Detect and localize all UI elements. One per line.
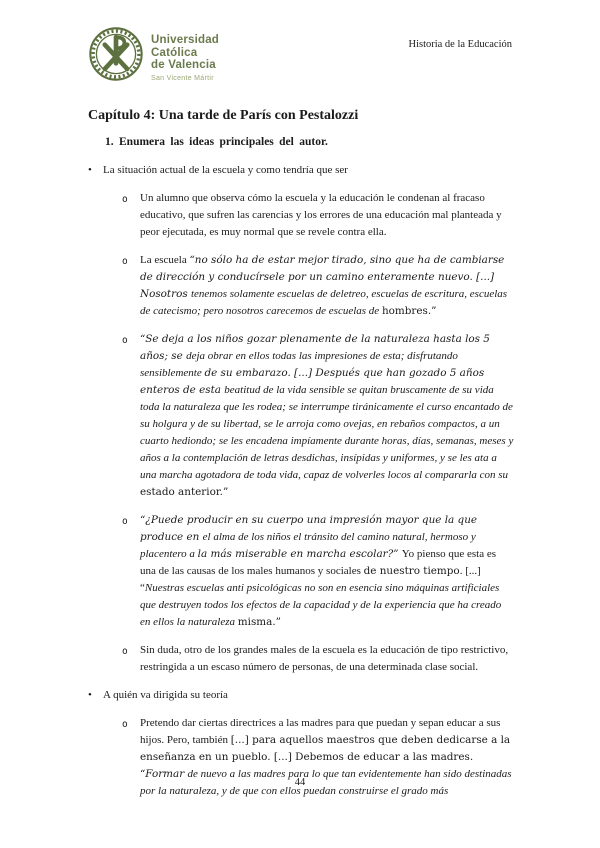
- logo-line-1: Universidad: [151, 34, 220, 46]
- bullet-marker: •: [88, 689, 92, 701]
- document-main: [88, 108, 514, 811]
- text-run: Yo pienso que esta es una de las causas de los males humanos y sociales: [140, 548, 497, 577]
- bullet-marker: •: [88, 164, 92, 176]
- text-run: [...] para aquellos maestros que deben dedicarse a la enseñanza en un pueblo. [...] Debemos de educar a las madres.: [140, 734, 511, 763]
- paragraph-text: [140, 512, 514, 631]
- sub-bullet-marker: o: [122, 335, 128, 346]
- text-run: el alma de los niños el tránsito del camino natural, hermoso y placentero a: [140, 531, 476, 560]
- page-header: [88, 26, 512, 85]
- logo-subtitle: San Vicente Mártir: [151, 74, 214, 82]
- logo-line-3: de Valencia: [151, 59, 216, 71]
- sub-bullet-item: [122, 252, 514, 320]
- paragraph-text: [140, 190, 514, 241]
- text-run: “Se deja a los niños gozar plenamente de la naturaleza hasta los 5 años; se: [140, 333, 490, 362]
- section-heading: 1. Enumera las ideas principales del autor.: [105, 136, 328, 148]
- bullet-item: [88, 687, 514, 704]
- course-title: Historia de la Educación: [408, 39, 512, 50]
- text-run: estado anterior.”: [140, 486, 229, 498]
- university-name: [151, 26, 219, 85]
- text-run: hombres.”: [381, 305, 437, 317]
- text-run: . [...] “: [140, 565, 481, 594]
- text-run: La escuela: [140, 254, 190, 266]
- page-number: 44: [294, 777, 306, 788]
- chi-rho-emblem-icon: [88, 26, 144, 82]
- sub-bullet-item: [122, 642, 514, 676]
- text-run: Un alumno que observa cómo la escuela y la educación le condenan al fracaso educativo, que sufren las carencias y los errores de una educación mal planteada y peor ejecutada, es muy normal que se revele contra ella.: [140, 192, 502, 238]
- text-run: la más miserable en marcha escolar?”: [197, 548, 402, 560]
- bullet-text: La situación actual de la escuela y como tendría que ser: [103, 164, 348, 176]
- text-run: misma.”: [237, 616, 281, 628]
- sub-bullet-marker: o: [122, 194, 128, 205]
- paragraph-text: [140, 642, 514, 676]
- chapter-title: Capítulo 4: Una tarde de París con Pestalozzi: [88, 108, 359, 123]
- bullet-item: [88, 162, 514, 179]
- sub-bullet-item: [122, 331, 514, 501]
- document-body: [88, 162, 514, 800]
- text-run: beatitud de la vida sensible se quitan bruscamente de su vida toda la naturaleza que les rodea; se interrumpe tiránicamente el curso encantado de su holgura y de su libertad, se le arroja como ovejas, en rebaños compactos, a un cuarto hediondo; se les encadena impíamente durante horas, días, semanas, meses y años a la contemplación de letras desdichas, insípidas y uniformes, y se les ata a una marcha agotadora de toda vida, capaz de volverles locos al compararla con su: [140, 384, 514, 481]
- text-run: Nuestras escuelas anti psicológicas no son en esencia sino máquinas artificiales que destruyen todos los efectos de la capacidad y de la experiencia que ha creado en ellos la naturaleza: [140, 582, 502, 628]
- sub-bullet-marker: o: [122, 516, 128, 527]
- paragraph-text: [140, 252, 514, 320]
- logo-line-2: Católica: [151, 46, 198, 59]
- text-run: de su embarazo. [...] Después que han gozado 5 años enteros de esta: [140, 367, 485, 396]
- sub-bullet-item: [122, 190, 514, 241]
- text-run: de nuevo a las madres para lo que tan evidentemente han sido destinadas por la naturaleza, y de que con ellos puedan construirse el grado más: [140, 768, 512, 797]
- sub-bullet-marker: o: [122, 719, 128, 730]
- text-run: deja obrar en ellos todas las impresiones de esta; disfrutando sensiblemente: [140, 350, 458, 379]
- text-run: “no sólo ha de estar mejor tirado, sino que ha de cambiarse de dirección y conducírsele por un camino enteramente nuevo. [...] Nosotros: [140, 254, 505, 300]
- text-run: Pretendo dar ciertas directrices a las madres para que puedan y sepan educar a sus hijos. Pero, también: [140, 717, 501, 746]
- sub-bullet-item: [122, 512, 514, 631]
- text-run: “¿Puede producir en su cuerpo una impresión mayor que la que produce en: [140, 514, 478, 543]
- text-run: “Formar: [140, 768, 188, 780]
- text-run: tenemos solamente escuelas de deletreo, escuelas de escritura, escuelas de catecismo; pero nosotros carecemos de escuelas de: [140, 288, 508, 317]
- paragraph-text: [140, 331, 514, 501]
- university-logo: [88, 26, 219, 85]
- bullet-text: A quién va dirigida su teoría: [103, 689, 228, 701]
- sub-bullet-marker: o: [122, 646, 128, 657]
- text-run: Sin duda, otro de los grandes males de la escuela es la educación de tipo restrictivo, restringida a un escaso número de personas, de una determinada clase social.: [140, 644, 509, 673]
- sub-bullet-marker: o: [122, 256, 128, 267]
- text-run: de nuestro tiempo: [363, 565, 460, 577]
